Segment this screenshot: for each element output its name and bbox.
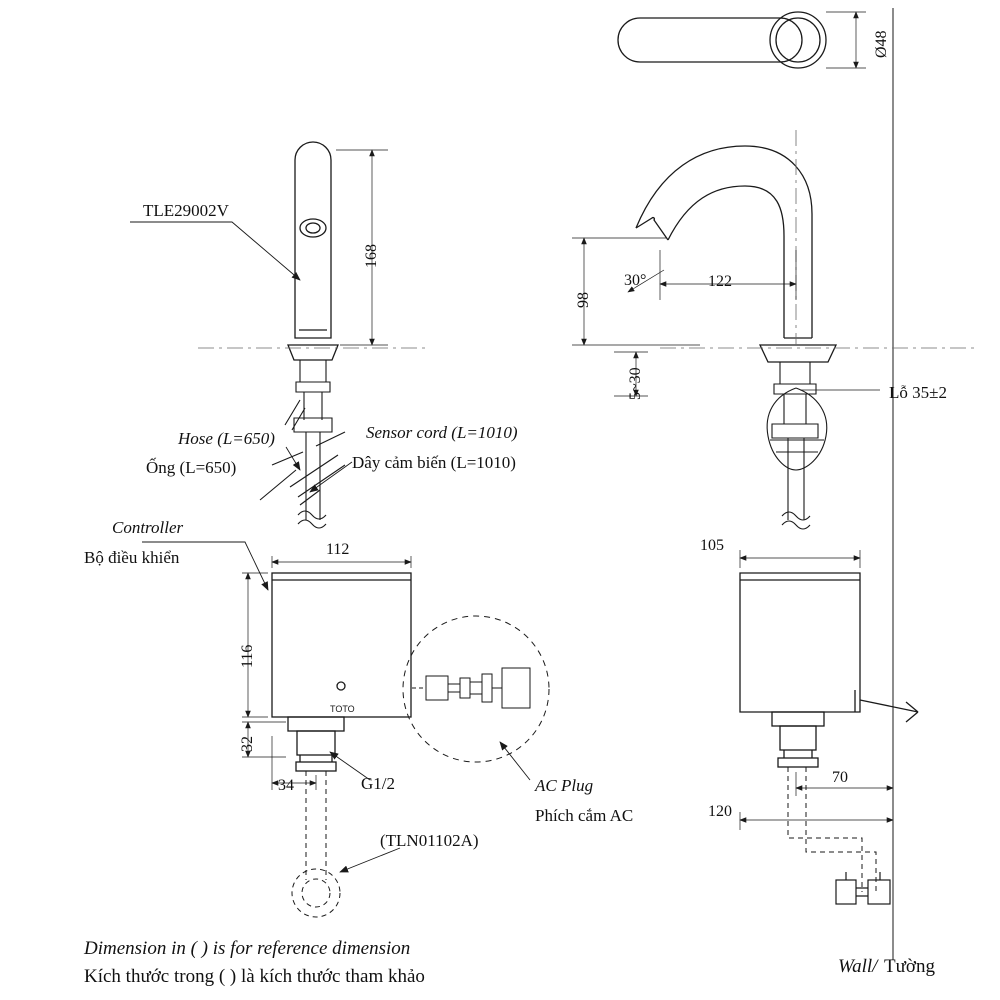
label-sensor-cord-vi: Dây cảm biến (L=1010) bbox=[352, 453, 516, 472]
toto-logo-front: TOTO bbox=[330, 704, 355, 714]
controller-front-view bbox=[272, 573, 411, 771]
label-hole-size: Lỗ 35±2 bbox=[889, 383, 947, 402]
label-ac-plug-vi: Phích cắm AC bbox=[535, 806, 634, 825]
top-view-dim-lines bbox=[826, 12, 866, 68]
dim-height-98: 98 bbox=[575, 292, 592, 308]
label-hose-vi: Ống (L=650) bbox=[146, 458, 237, 477]
label-thread-g12: G1/2 bbox=[361, 774, 395, 793]
wall-outlet-fitting bbox=[836, 872, 890, 904]
dim-height-32: 32 bbox=[239, 736, 256, 752]
reference-note bbox=[84, 935, 425, 990]
ac-plug-detail-circle bbox=[403, 616, 549, 762]
dim-offset-70: 70 bbox=[832, 769, 848, 786]
dim-width-112: 112 bbox=[326, 541, 350, 558]
front-view-break-line bbox=[298, 511, 326, 528]
front-view-faucet-body bbox=[288, 142, 338, 360]
centerlines bbox=[198, 130, 975, 348]
reference-note-en: Dimension in ( ) is for reference dimension bbox=[84, 938, 411, 959]
label-controller-vi: Bộ điều khiển bbox=[84, 548, 180, 567]
label-sensor-cord-en: Sensor cord (L=1010) bbox=[366, 423, 518, 442]
dim-depth-105: 105 bbox=[700, 537, 724, 554]
controller-side-view bbox=[740, 573, 918, 767]
label-ac-plug-en: AC Plug bbox=[535, 776, 594, 795]
dim-offset-34: 34 bbox=[278, 777, 294, 794]
label-wall-vi: Tường bbox=[884, 956, 935, 977]
dim-height-168: 168 bbox=[363, 244, 380, 268]
side-view-undersink-assembly bbox=[767, 362, 827, 520]
dim-reach-122: 122 bbox=[708, 273, 732, 290]
dim-range-5-30: 5~30 bbox=[627, 367, 644, 400]
top-view-spout bbox=[618, 12, 826, 68]
dim-offset-120: 120 bbox=[708, 803, 732, 820]
label-hose-en: Hose (L=650) bbox=[178, 429, 275, 448]
label-controller-en: Controller bbox=[112, 518, 184, 537]
dim-height-116: 116 bbox=[239, 644, 256, 668]
label-accessory-code: (TLN01102A) bbox=[380, 831, 479, 850]
dimension-lines-side bbox=[572, 238, 893, 830]
side-view-faucet-body bbox=[636, 146, 836, 362]
controller-front-hidden-lines bbox=[292, 771, 340, 917]
side-view-break-line bbox=[782, 512, 810, 529]
label-model-tle29002v: TLE29002V bbox=[143, 201, 229, 220]
dim-angle-30: 30° bbox=[624, 272, 647, 289]
label-wall-en: Wall/ bbox=[838, 956, 878, 977]
dim-spout-diameter: Ø48 bbox=[873, 30, 890, 58]
reference-note-vi: Kích thước trong ( ) là kích thước tham khảo bbox=[84, 965, 425, 987]
